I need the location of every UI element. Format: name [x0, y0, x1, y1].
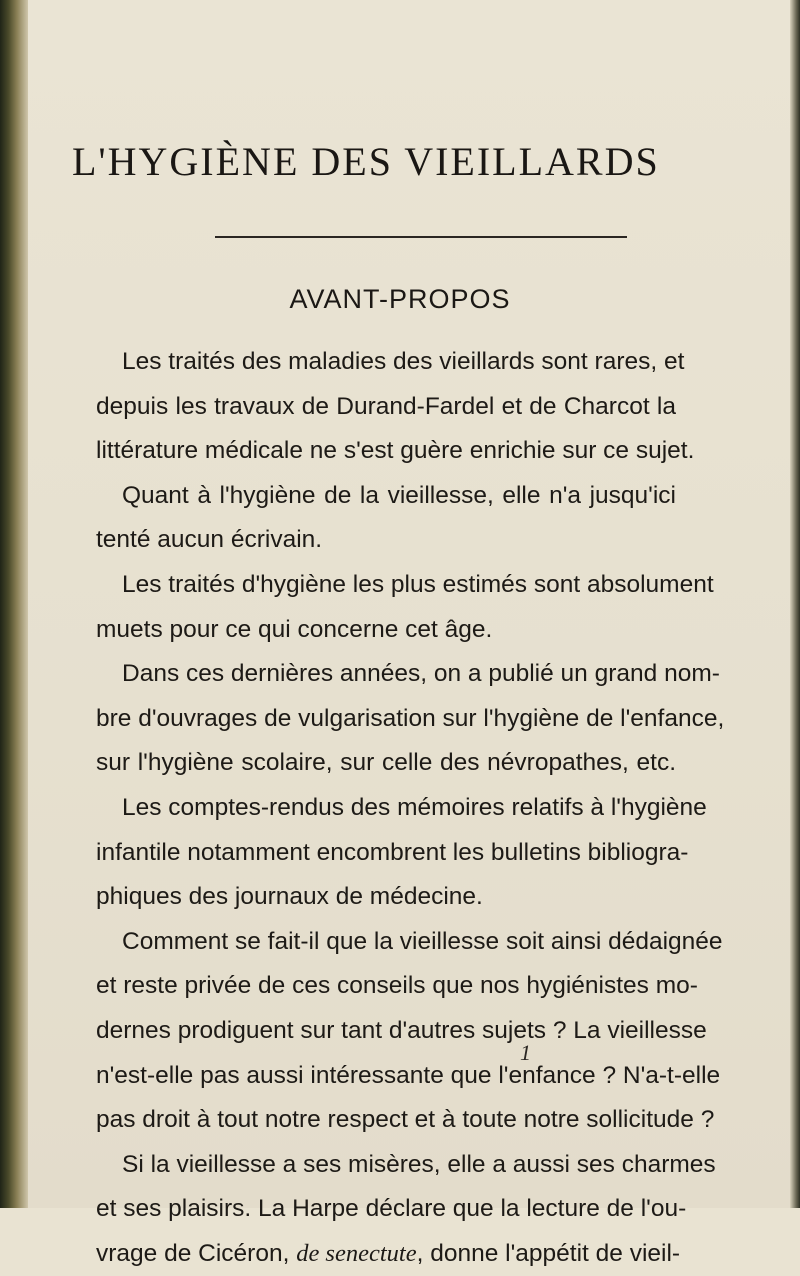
text-line: phiques des journaux de médecine.: [96, 883, 483, 911]
italic-title: de senectute: [296, 1239, 417, 1267]
text-line: dernes prodiguent sur tant d'autres sujets ? La vieillesse: [96, 1016, 707, 1044]
text-line: tenté aucun écrivain.: [96, 526, 323, 554]
text-line: et ses plaisirs. La Harpe déclare que la lecture de l'ou-: [96, 1195, 687, 1223]
book-binding-left: [0, 0, 28, 1208]
text-line: n'est-elle pas aussi intéressante que l'enfance ? N'a-t-elle: [96, 1061, 721, 1089]
book-binding-right: [790, 0, 800, 1208]
text-line: sur l'hygiène scolaire, sur celle des névropathes, etc.: [96, 749, 676, 777]
text-segment: vrage de Cicéron,: [96, 1239, 297, 1267]
text-line: Les traités d'hygiène les plus estimés sont absolument: [122, 570, 714, 598]
text-line: et reste privée de ces conseils que nos hygiénistes mo-: [96, 972, 698, 1000]
title-rule: [215, 236, 627, 238]
page-number: 1: [520, 1040, 531, 1065]
text-line: depuis les travaux de Durand-Fardel et de Charcot la: [96, 392, 676, 420]
text-line: Les comptes-rendus des mémoires relatifs à l'hygiène: [122, 793, 707, 821]
text-line: Dans ces dernières années, on a publié un grand nom-: [122, 660, 720, 688]
text-line: pas droit à tout notre respect et à toute notre sollicitude ?: [96, 1106, 715, 1134]
body-text: [96, 340, 725, 1276]
text-line-last: [96, 1232, 681, 1276]
text-line: Si la vieillesse a ses misères, elle a aussi ses charmes: [122, 1150, 716, 1178]
text-segment: , donne l'appétit de vieil-: [416, 1239, 681, 1267]
text-line: infantile notamment encombrent les bulletins bibliogra-: [96, 838, 689, 866]
section-heading: AVANT-PROPOS: [289, 284, 511, 314]
text-line: bre d'ouvrages de vulgarisation sur l'hygiène de l'enfance,: [96, 704, 725, 732]
text-line: Les traités des maladies des vieillards sont rares, et: [122, 348, 685, 375]
text-line: Comment se fait-il que la vieillesse soit ainsi dédaignée: [122, 927, 723, 955]
text-line: muets pour ce qui concerne cet âge.: [96, 615, 493, 643]
page-title: L'HYGIÈNE DES VIEILLARDS: [72, 139, 660, 184]
text-line: Quant à l'hygiène de la vieillesse, elle n'a jusqu'ici: [122, 481, 676, 509]
text-line: littérature médicale ne s'est guère enrichie sur ce sujet.: [96, 437, 695, 465]
